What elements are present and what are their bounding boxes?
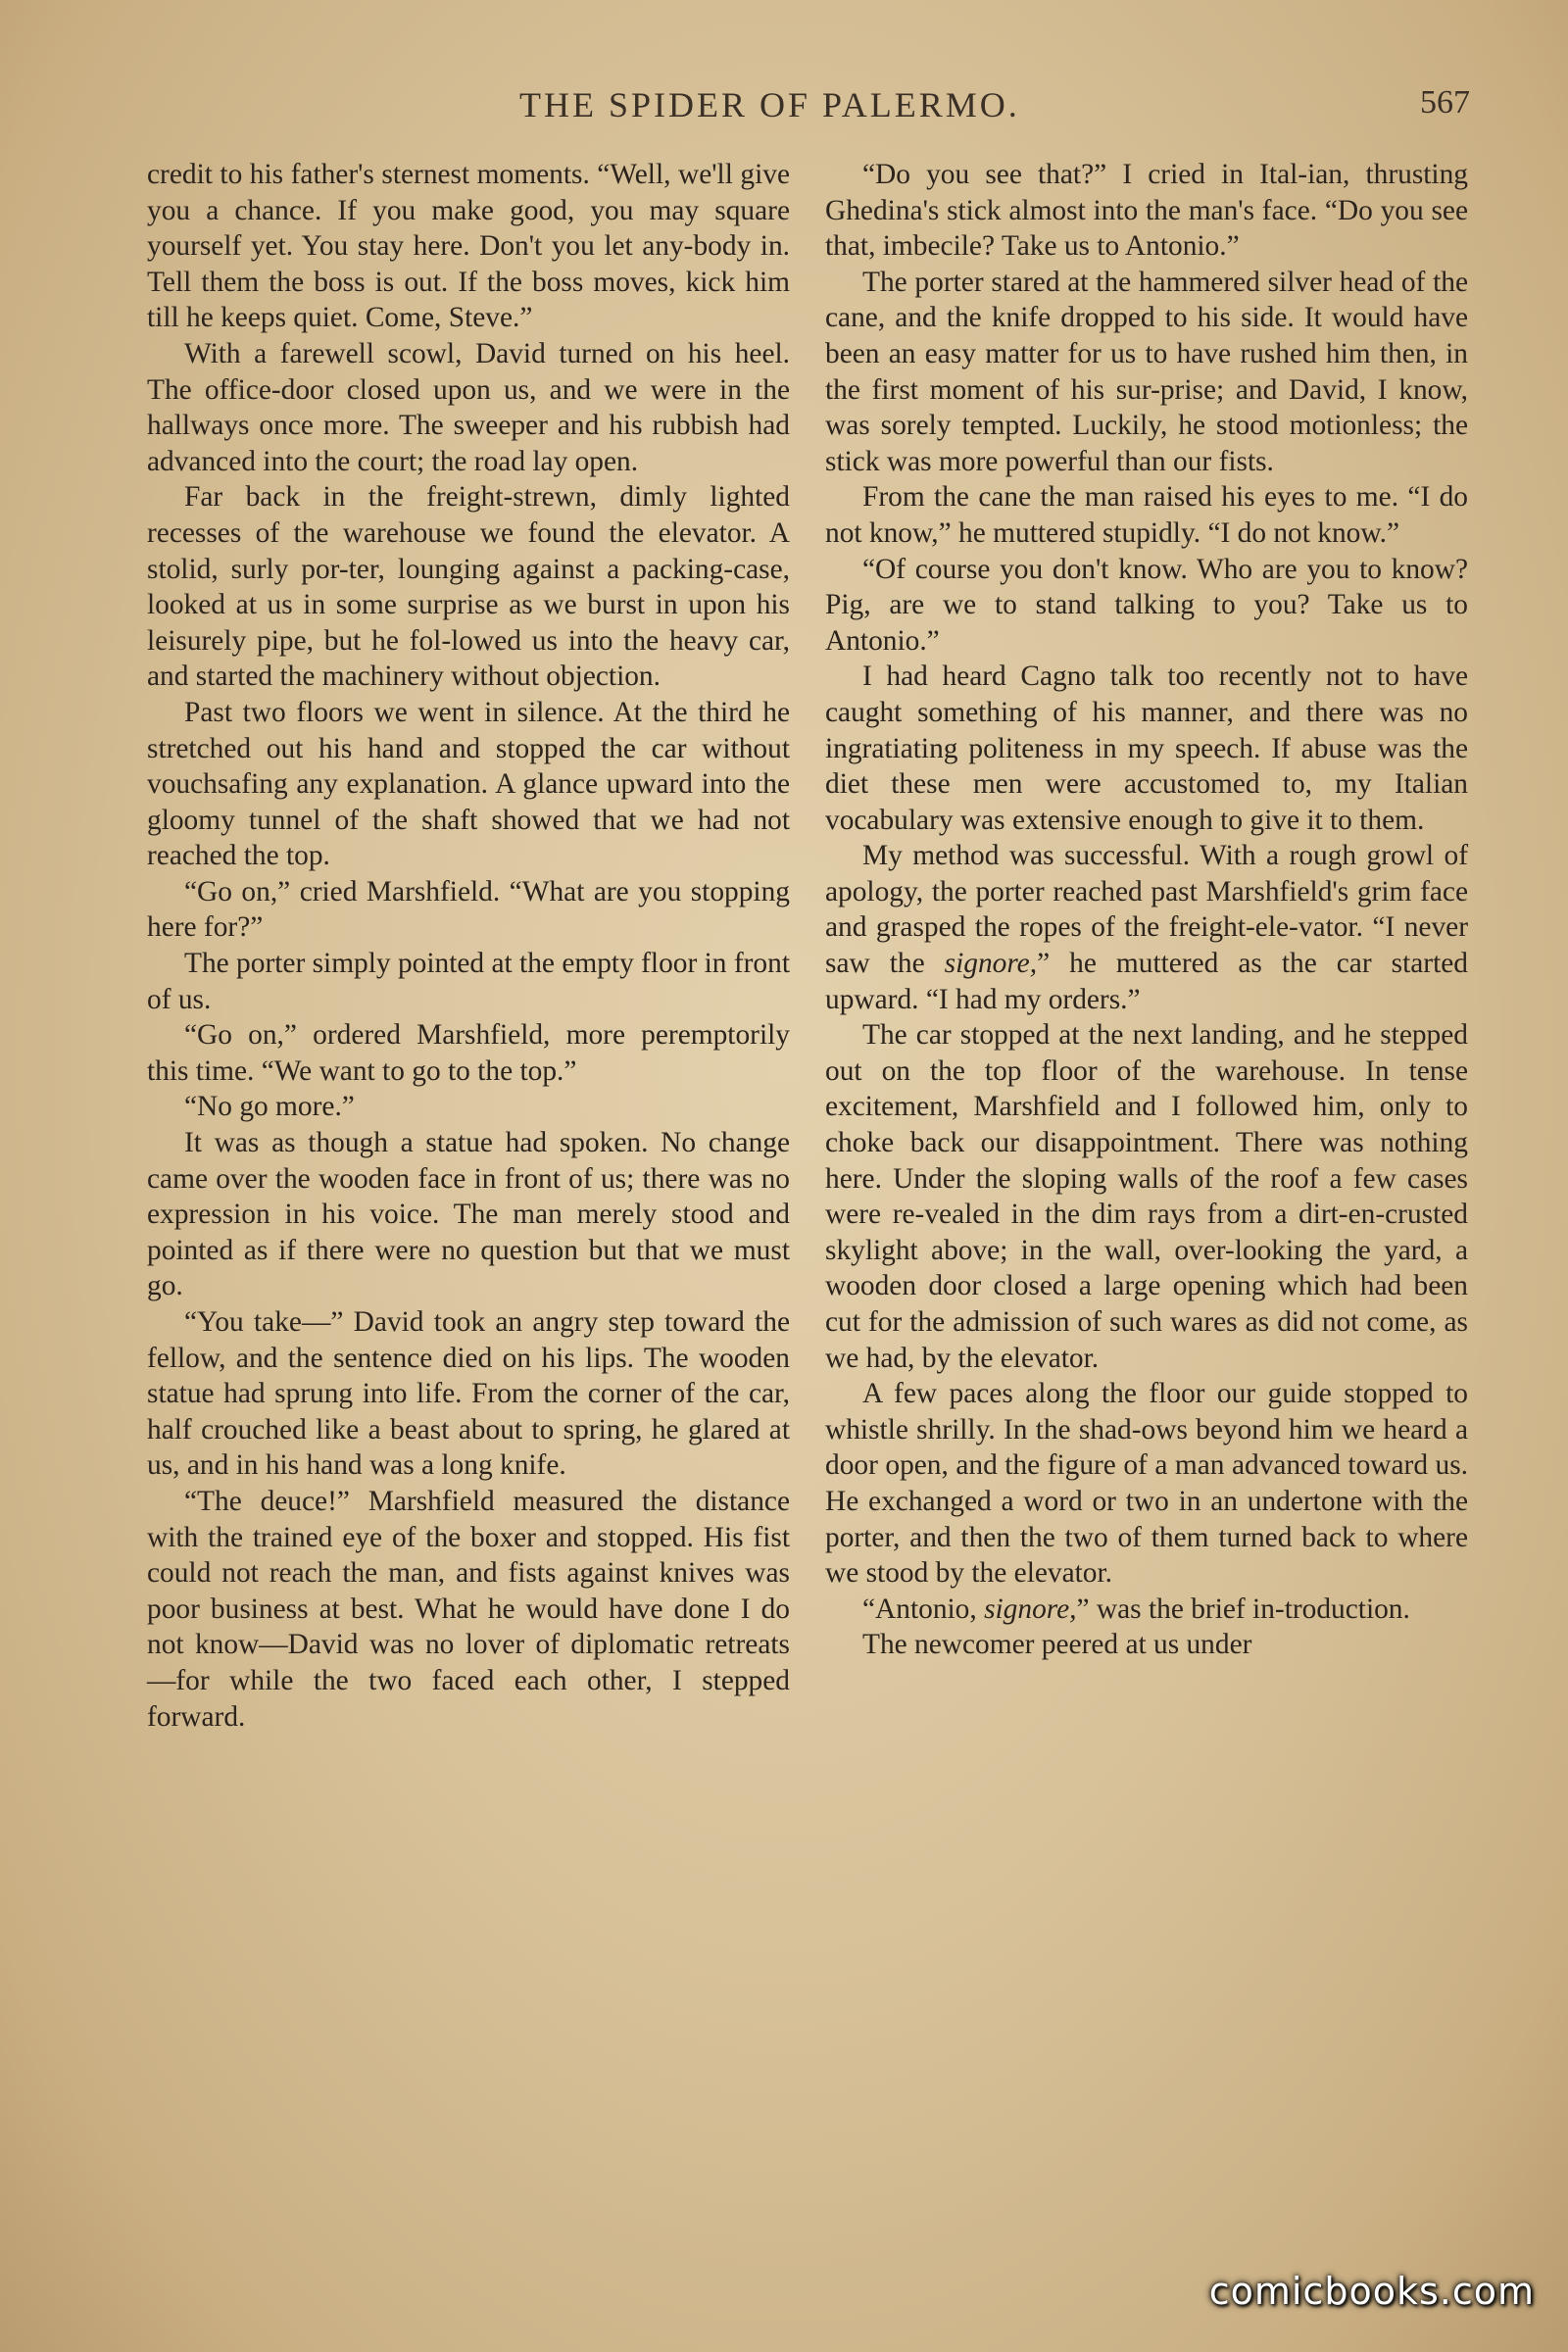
- italic-word: signore,: [984, 1592, 1077, 1625]
- paragraph: The newcomer peered at us under: [862, 1629, 1252, 1661]
- paragraph: “You take—” David took an angry step toward the fellow, and the sentence died on his lips. The wooden statue had sprung into life. From the corner of the car, half crouched like a beast about to spring, he glared at us, and in his hand was a long knife.: [147, 1306, 790, 1482]
- paragraph: “Of course you don't know. Who are you to know? Pig, are we to stand talking to you? Take us to Antonio.”: [825, 553, 1468, 657]
- right-column: [825, 157, 1468, 1663]
- paragraph: The car stopped at the next landing, and he stepped out on the top floor of the warehouse. In tense excitement, Marshfield and I followed him, only to choke back our disappointment. There was nothing here. Under the sloping walls of the roof a few cases were re-vealed in the dim rays from a dirt-en-crusted skylight above; in the wall, over-looking the yard, a wooden door closed a large opening which had been cut for the admission of such wares as did not come, as we had, by the elevator.: [825, 1019, 1468, 1374]
- paragraph: “Go on,” ordered Marshfield, more peremptorily this time. “We want to go to the top.”: [147, 1019, 790, 1087]
- paragraph: The porter stared at the hammered silver head of the cane, and the knife dropped to his side. It would have been an easy matter for us to have rushed him then, in the first moment of his sur-prise; and David, I know, was sorely tempted. Luckily, he stood motionless; the stick was more powerful than our fists.: [825, 266, 1468, 477]
- paragraph: A few paces along the floor our guide stopped to whistle shrilly. In the shad-ows beyond him we heard a door open, and the figure of a man advanced toward us. He exchanged a word or two in an undertone with the porter, and then the two of them turned back to where we stood by the elevator.: [825, 1378, 1468, 1590]
- paragraph: credit to his father's sternest moments. “Well, we'll give you a chance. If you make good, you may square yourself yet. You stay here. Don't you let any-body in. Tell them the boss is out. If the boss moves, kick him till he keeps quiet. Come, Steve.”: [147, 159, 790, 334]
- paragraph: From the cane the man raised his eyes to me. “I do not know,” he muttered stupidly. “I do not know.”: [825, 481, 1468, 549]
- paragraph: “Do you see that?” I cried in Ital-ian, thrusting Ghedina's stick almost into the man's face. “Do you see that, imbecile? Take us to Antonio.”: [825, 159, 1468, 263]
- paragraph: [825, 1592, 1468, 1628]
- text-run: ” was the brief in-troduction.: [1076, 1592, 1410, 1625]
- paragraph: The porter simply pointed at the empty floor in front of us.: [147, 948, 790, 1015]
- paragraph: Past two floors we went in silence. At the third he stretched out his hand and stopped the car without vouchsafing any explanation. A glance upward into the gloomy tunnel of the shaft showed that we had not reached the top.: [147, 696, 790, 872]
- text-run: ” he muttered as the car started upward. “I had my orders.”: [825, 948, 1468, 1015]
- text-run: “Antonio,: [862, 1592, 985, 1625]
- source-watermark: comicbooks.com: [1208, 2270, 1535, 2313]
- page-number: 567: [1420, 84, 1470, 121]
- paragraph: I had heard Cagno talk too recently not to have caught something of his manner, and there was no ingratiating politeness in my speech. If abuse was the diet these men were accustomed to, my Italian vocabulary was extensive enough to give it to them.: [825, 661, 1468, 836]
- paragraph: With a farewell scowl, David turned on his heel. The office-door closed upon us, and we were in the hallways once more. The sweeper and his rubbish had advanced into the court; the road lay open.: [147, 337, 790, 477]
- paragraph: It was as though a statue had spoken. No change came over the wooden face in front of us; there was no expression in his voice. The man merely stood and pointed as if there were no question but that we must go.: [147, 1127, 790, 1302]
- paragraph: Far back in the freight-strewn, dimly lighted recesses of the warehouse we found the elevator. A stolid, surly por-ter, lounging against a packing-case, looked at us in some surprise as we burst in upon his leisurely pipe, but he fol-lowed us into the heavy car, and started the machinery without objection.: [147, 481, 790, 693]
- paragraph: “No go more.”: [184, 1091, 355, 1123]
- left-column: [147, 157, 790, 1735]
- paragraph: “The deuce!” Marshfield measured the distance with the trained eye of the boxer and stopped. His fist could not reach the man, and fists against knives was poor business at best. What he would have done I do not know—David was no lover of diplomatic retreats—for while the two faced each other, I stepped forward.: [147, 1485, 790, 1733]
- running-title: THE SPIDER OF PALERMO.: [519, 85, 1020, 124]
- paragraph: [825, 838, 1468, 1017]
- text-run: My method was successful. With a rough growl of apology, the porter reached past Marshfield's grim face and grasped the ropes of the freight-ele-vator. “I never saw the: [825, 840, 1468, 980]
- running-head: [147, 78, 1470, 137]
- italic-word: signore,: [944, 948, 1038, 980]
- paragraph: “Go on,” cried Marshfield. “What are you stopping here for?”: [147, 875, 790, 944]
